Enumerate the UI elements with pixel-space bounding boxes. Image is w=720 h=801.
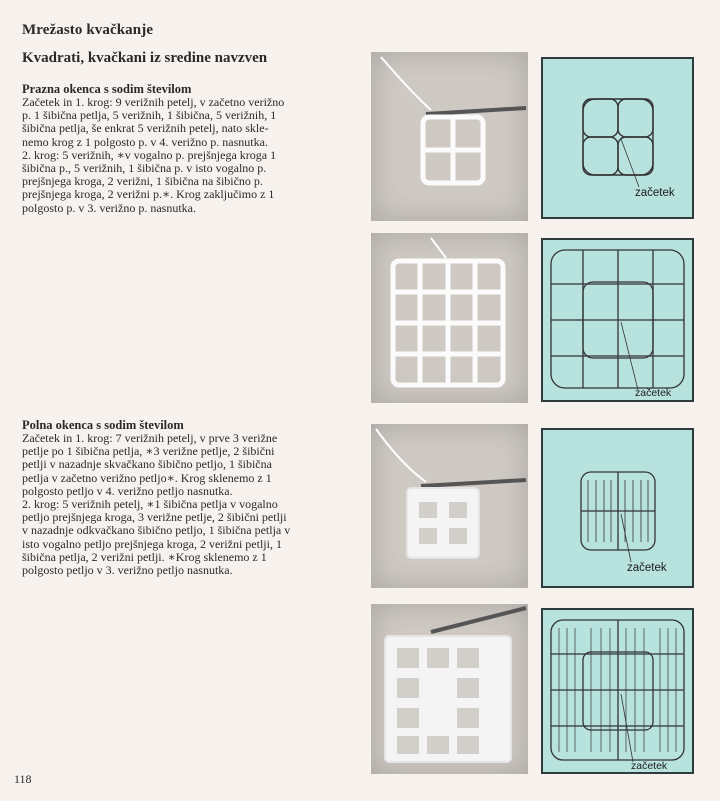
crochet-photo-2 [371, 233, 528, 403]
crochet-photo-3 [371, 424, 528, 588]
section1-title: Prazna okenca s sodim številom [22, 82, 192, 96]
diagram3-start-label: začetek [627, 562, 667, 574]
page-subtitle: Kvadrati, kvačkani iz sredine navzven [22, 50, 268, 66]
crochet-diagram-4 [541, 608, 694, 774]
crochet-diagram-3 [541, 428, 694, 588]
diagram1-start-label: začetek [635, 187, 675, 199]
crochet-diagram-1 [541, 57, 694, 219]
crochet-diagram-2 [541, 238, 694, 402]
diagram4-start-label: začetek [631, 760, 668, 772]
section2-title: Polna okenca s sodim številom [22, 418, 184, 432]
section1-text: Začetek in 1. krog: 9 verižnih petelj, v začetno verižno p. 1 šibična petlja, 5 verižnih, 1 šibična, 5 verižnih, 1 šibična petlja, še enkrat 5 verižnih petelj, nato skle- nemo krog z 1 polgosto p. v 4. verižno p. nasnutka. 2. krog: 5 verižnih, ∗v vogalno p. prejšnjega kroga 1 šibična p., 5 verižnih, 1 šibična p. v isto vogalno p. prejšnjega kroga, 2 verižni, 1 šibična na šibično p. prejšnjega kroga, 2 verižni p.∗. Krog zaključimo z 1 polgosto p. v 3. verižno p. nasnutka. [22, 95, 285, 215]
crochet-photo-1 [371, 52, 528, 221]
page-number: 118 [14, 772, 32, 786]
page-title: Mrežasto kvačkanje [22, 22, 154, 38]
crochet-photo-4 [371, 604, 528, 774]
section2-text: Začetek in 1. krog: 7 verižnih petelj, v prve 3 verižne petlje po 1 šibična petlja, ∗3 verižne petlje, 2 šibični petlji v nazadnje skvačkano šibično petljo, 1 šibična petlja v začetno verižno petljo∗. Krog sklenemo z 1 polgosto petljo v 4. verižno petljo nasnutka. 2. krog: 5 verižnih petelj, ∗1 šibična petlja v vogalno petljo prejšnjega kroga, 3 verižne petlje, 2 šibični petlji v nazadnje odkvačkano šibično petljo, 1 šibična petlja v isto vogalno petljo prejšnjega kroga, 2 verižni petlji, 1 šibična petlja, 2 verižni petlji. ∗Krog sklenemo z 1 polgosto petljo v 3. verižno petljo nasnutka. [22, 431, 291, 578]
diagram2-start-label: začetek [635, 387, 672, 399]
